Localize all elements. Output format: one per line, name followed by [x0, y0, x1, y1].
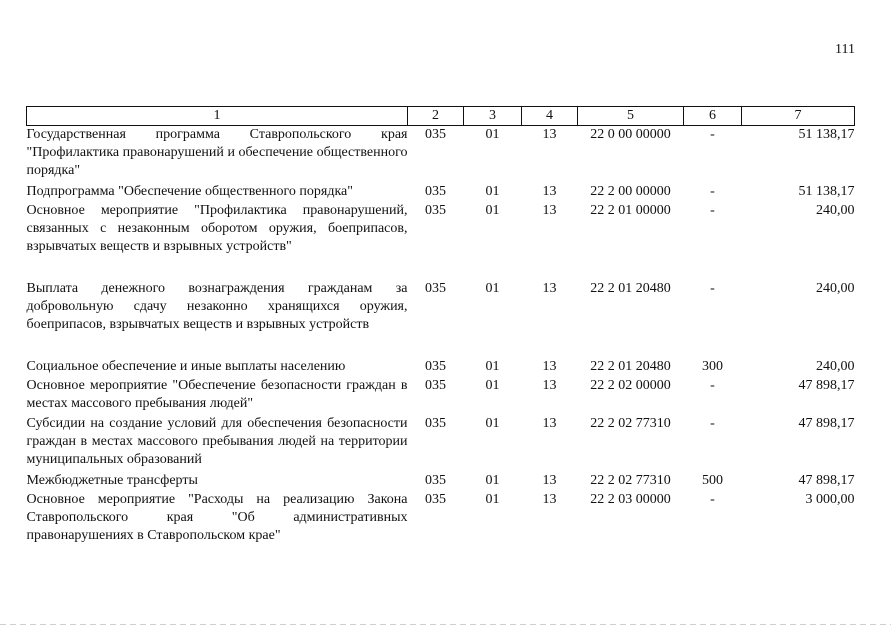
column-header: 3 — [464, 107, 522, 126]
budget-table — [26, 106, 855, 548]
row-amount: 47 898,17 — [798, 472, 855, 488]
column-header: 1 — [27, 107, 408, 126]
row-code: 035 — [425, 415, 446, 431]
row-section: 01 — [485, 280, 500, 296]
row-section: 01 — [485, 472, 500, 488]
row-subsection: 13 — [542, 377, 557, 393]
table-row — [27, 358, 855, 377]
row-section: 01 — [485, 127, 500, 142]
row-expense-type: - — [710, 183, 715, 199]
column-header: 2 — [408, 107, 464, 126]
table-row — [27, 126, 855, 183]
row-name: Выплата денежного вознаграждения гражданам за добровольную сдачу незаконно хранящихся оружия, боеприпасов, взрывчатых веществ и взрывных устройств — [26, 280, 408, 332]
row-target-code: 22 2 01 20480 — [590, 358, 671, 374]
row-expense-type: 500 — [702, 472, 723, 488]
row-section: 01 — [485, 358, 500, 374]
row-expense-type: - — [710, 377, 715, 393]
table-row — [27, 415, 855, 472]
row-subsection: 13 — [542, 202, 557, 218]
row-amount: 240,00 — [816, 280, 855, 296]
table-row — [27, 183, 855, 202]
row-subsection: 13 — [542, 280, 557, 296]
row-code: 035 — [425, 202, 446, 218]
row-code: 035 — [425, 491, 446, 507]
scan-edge-divider — [0, 624, 891, 625]
row-subsection: 13 — [542, 415, 557, 431]
row-section: 01 — [485, 377, 500, 393]
row-subsection: 13 — [542, 358, 557, 374]
row-expense-type: - — [710, 280, 715, 296]
row-code: 035 — [425, 127, 446, 142]
row-target-code: 22 2 02 77310 — [590, 472, 671, 488]
row-target-code: 22 2 03 00000 — [590, 491, 671, 507]
row-code: 035 — [425, 472, 446, 488]
row-amount: 47 898,17 — [798, 377, 855, 393]
column-header: 4 — [522, 107, 578, 126]
row-amount: 3 000,00 — [805, 491, 855, 507]
table-row — [27, 202, 855, 280]
row-expense-type: - — [710, 491, 715, 507]
row-code: 035 — [425, 183, 446, 199]
row-target-code: 22 2 01 00000 — [590, 202, 671, 218]
column-header: 5 — [578, 107, 684, 126]
row-section: 01 — [485, 202, 500, 218]
row-name: Основное мероприятие "Профилактика правонарушений, связанных с незаконным оборотом оружия, боеприпасов, взрывчатых веществ и взрывных устройств" — [26, 202, 408, 254]
row-name: Социальное обеспечение и иные выплаты населению — [26, 358, 346, 374]
row-expense-type: - — [710, 415, 715, 431]
row-subsection: 13 — [542, 183, 557, 199]
page-number: 111 — [835, 42, 855, 57]
row-code: 035 — [425, 358, 446, 374]
row-target-code: 22 2 02 00000 — [590, 377, 671, 393]
row-subsection: 13 — [542, 491, 557, 507]
row-amount: 240,00 — [816, 202, 855, 218]
row-target-code: 22 2 00 00000 — [590, 183, 671, 199]
table-row — [27, 280, 855, 358]
row-amount: 240,00 — [816, 358, 855, 374]
row-name: Основное мероприятие "Обеспечение безопасности граждан в местах массового пребывания людей" — [26, 377, 408, 411]
row-target-code: 22 2 02 77310 — [590, 415, 671, 431]
row-target-code: 22 2 01 20480 — [590, 280, 671, 296]
row-subsection: 13 — [542, 472, 557, 488]
row-amount: 51 138,17 — [798, 183, 855, 199]
row-section: 01 — [485, 415, 500, 431]
column-header: 6 — [684, 107, 742, 126]
row-expense-type: - — [710, 127, 715, 142]
row-code: 035 — [425, 280, 446, 296]
row-subsection: 13 — [542, 127, 557, 142]
table-row — [27, 377, 855, 415]
table-row — [27, 472, 855, 491]
table-header-row — [27, 107, 855, 126]
row-section: 01 — [485, 491, 500, 507]
row-section: 01 — [485, 183, 500, 199]
row-amount: 47 898,17 — [798, 415, 855, 431]
row-name: Государственная программа Ставропольского края "Профилактика правонарушений и обеспечение общественного порядка" — [26, 127, 408, 178]
row-amount: 51 138,17 — [798, 127, 855, 142]
row-target-code: 22 0 00 00000 — [590, 127, 671, 142]
row-name: Субсидии на создание условий для обеспечения безопасности граждан в местах массового пребывания людей на территории муниципальных образований — [26, 415, 408, 467]
row-expense-type: - — [710, 202, 715, 218]
table-row — [27, 491, 855, 548]
row-expense-type: 300 — [702, 358, 723, 374]
row-code: 035 — [425, 377, 446, 393]
column-header: 7 — [742, 107, 855, 126]
row-name: Основное мероприятие "Расходы на реализацию Закона Ставропольского края "Об административных правонарушениях в Ставропольском крае" — [26, 491, 408, 543]
row-name: Подпрограмма "Обеспечение общественного порядка" — [26, 183, 353, 199]
row-name: Межбюджетные трансферты — [26, 472, 198, 488]
